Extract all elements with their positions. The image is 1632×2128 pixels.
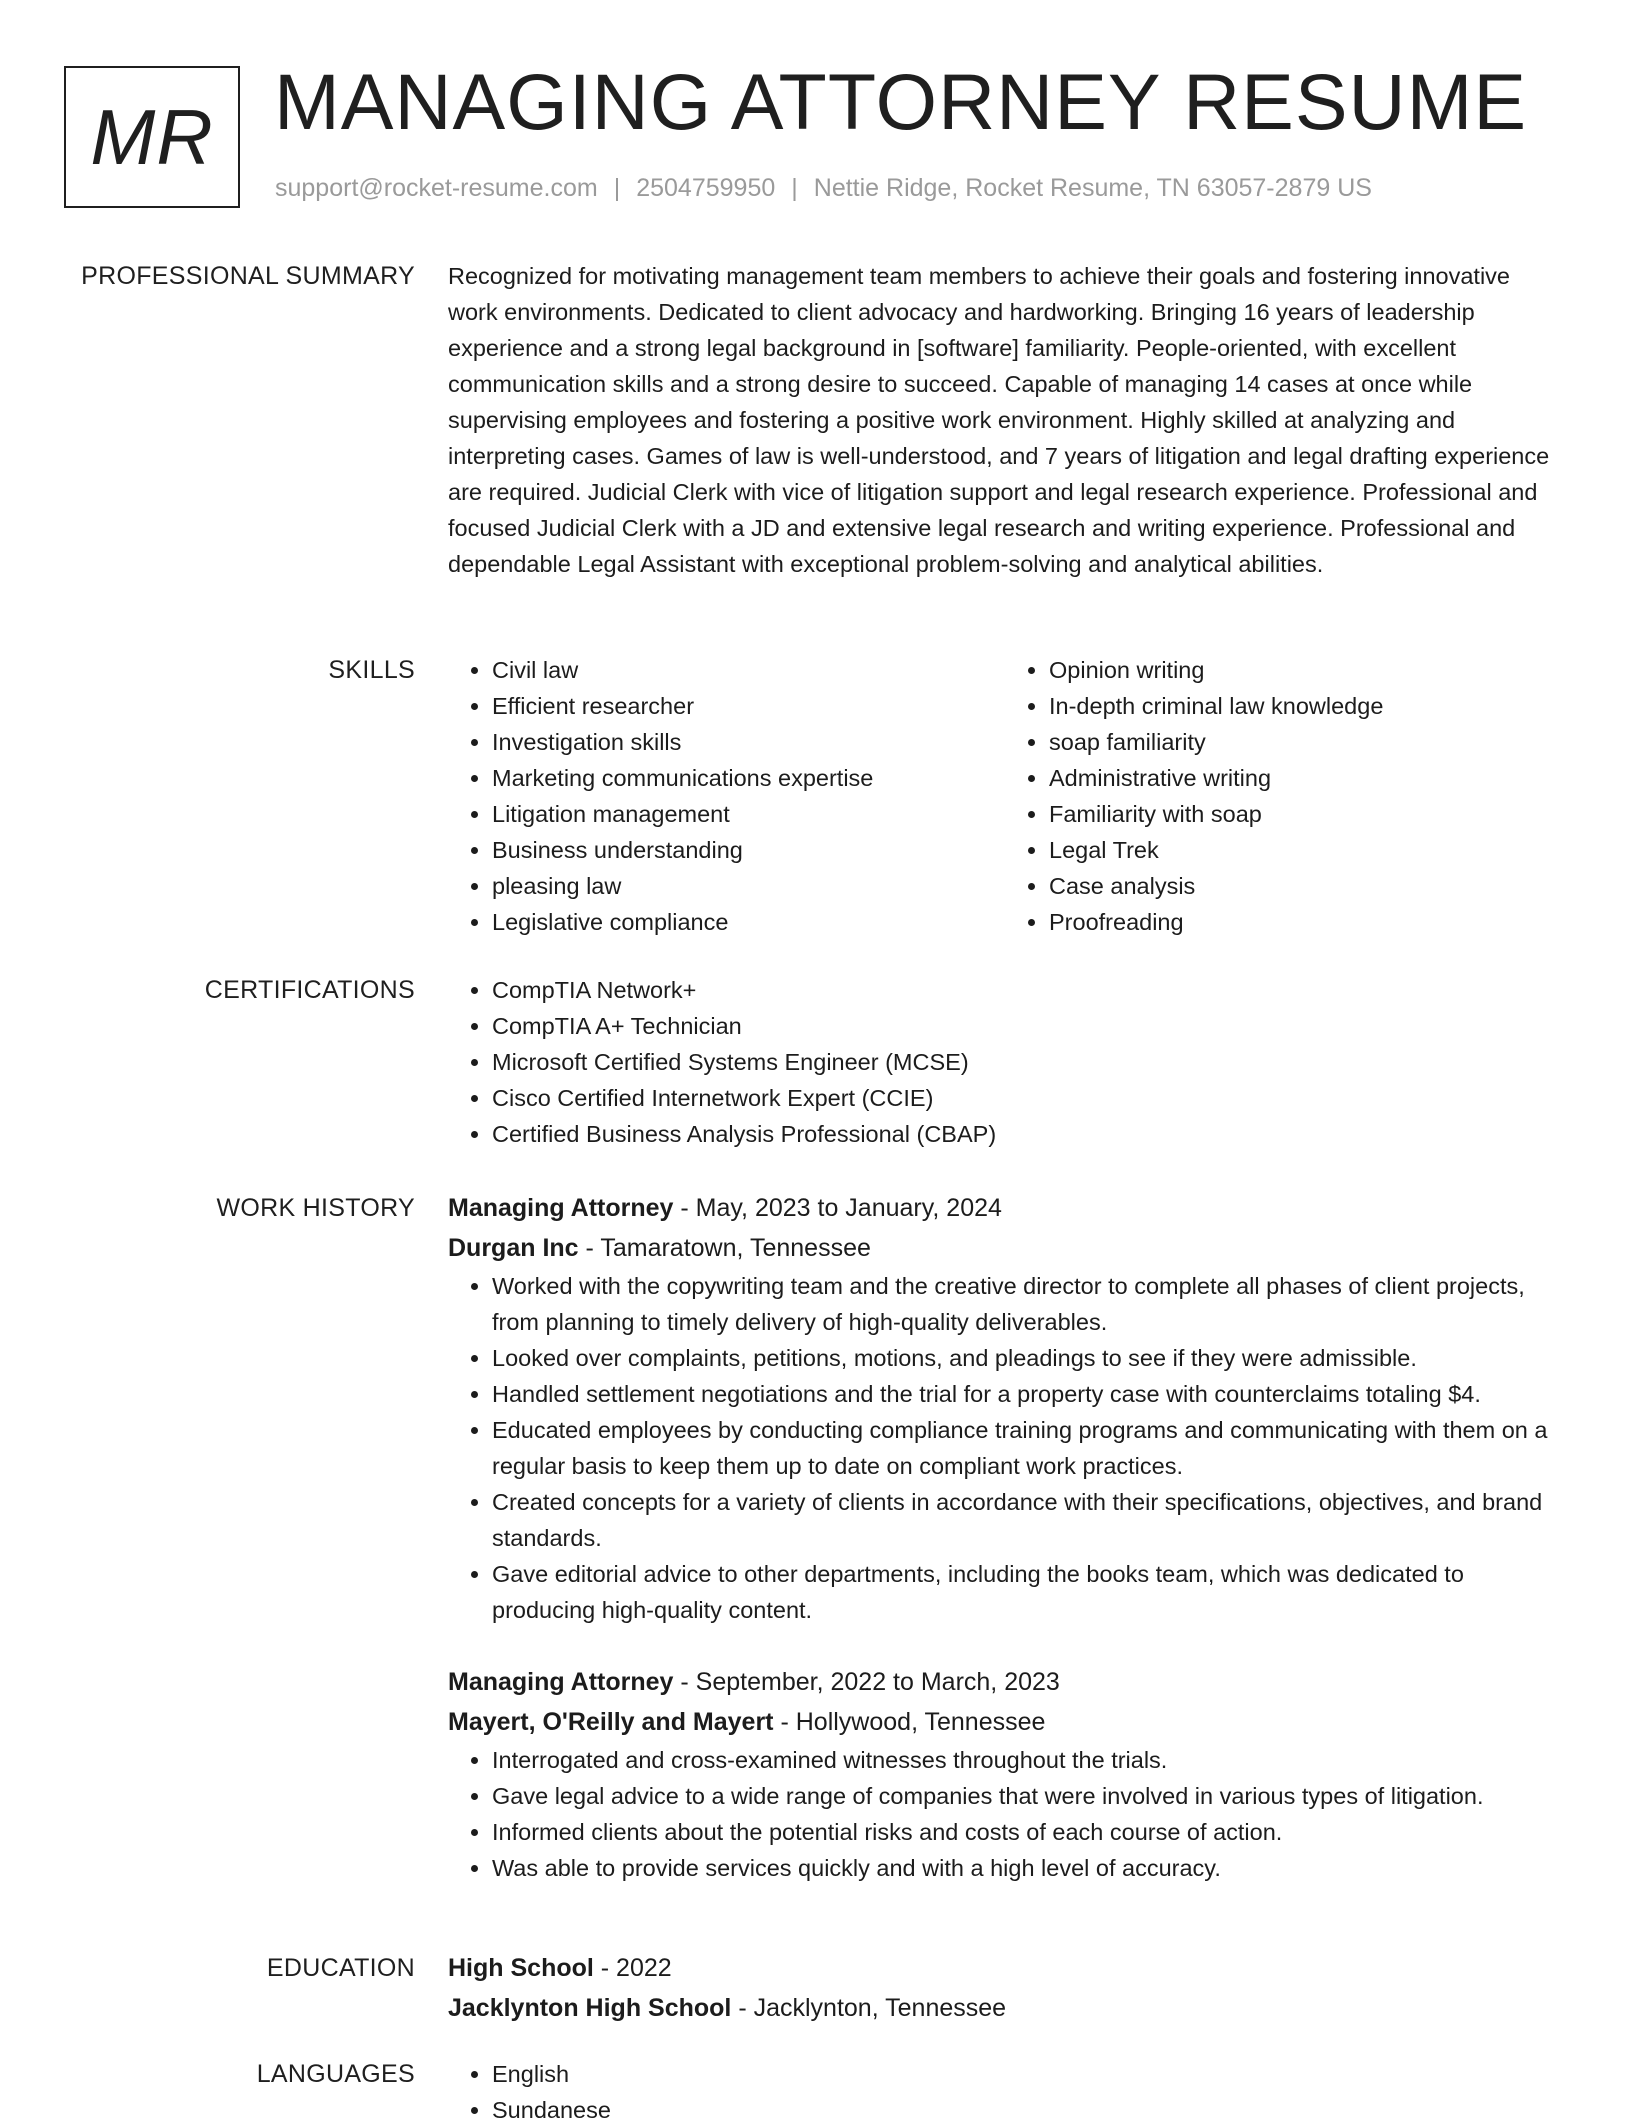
job-company-line <box>448 1228 1562 1268</box>
contact-phone: 2504759950 <box>636 174 776 202</box>
list-item: • CompTIA A+ Technician <box>492 1008 1562 1044</box>
skills-list-left <box>448 652 1005 940</box>
list-item: • Case analysis <box>1049 868 1562 904</box>
resume-title: MANAGING ATTORNEY RESUME <box>274 57 1528 146</box>
section-label-languages: LANGUAGES <box>256 2060 415 2088</box>
list-item: • Handled settlement negotiations and the trial for a property case with counterclaims totaling $4. <box>492 1376 1562 1412</box>
list-item: • pleasing law <box>492 868 1005 904</box>
list-item: • Informed clients about the potential risks and costs of each course of action. <box>492 1814 1562 1850</box>
list-item: • Investigation skills <box>492 724 1005 760</box>
list-item: • Opinion writing <box>1049 652 1562 688</box>
job-location: - Hollywood, Tennessee <box>773 1708 1046 1736</box>
education-school-line <box>448 1988 1562 2028</box>
list-item: • Legislative compliance <box>492 904 1005 940</box>
skills-list-right <box>1005 652 1562 940</box>
work-body <box>448 1188 1562 1886</box>
list-item: • Worked with the copywriting team and the creative director to complete all phases of client projects, from planning to timely delivery of high-quality deliverables. <box>492 1268 1562 1340</box>
contact-line <box>275 174 1372 203</box>
job-location: - Tamaratown, Tennessee <box>578 1234 871 1262</box>
certifications-body <box>448 972 1562 1152</box>
job-bullets <box>448 1268 1562 1628</box>
list-item: • Legal Trek <box>1049 832 1562 868</box>
list-item: • Efficient researcher <box>492 688 1005 724</box>
separator: | <box>613 174 621 202</box>
contact-address: Nettie Ridge, Rocket Resume, TN 63057-2879 US <box>813 174 1372 202</box>
list-item: • Civil law <box>492 652 1005 688</box>
section-label-skills: SKILLS <box>328 656 415 684</box>
job-entry <box>448 1662 1562 1886</box>
job-title: Managing Attorney <box>448 1194 674 1222</box>
monogram-box <box>64 66 240 208</box>
job-title: Managing Attorney <box>448 1668 674 1696</box>
section-label-work: WORK HISTORY <box>216 1194 415 1222</box>
job-company: Durgan Inc <box>448 1234 579 1262</box>
list-item: • Cisco Certified Internetwork Expert (CCIE) <box>492 1080 1562 1116</box>
list-item: • Looked over complaints, petitions, motions, and pleadings to see if they were admissible. <box>492 1340 1562 1376</box>
contact-email: support@rocket-resume.com <box>275 174 598 202</box>
monogram: MR <box>90 92 214 181</box>
list-item: • soap familiarity <box>1049 724 1562 760</box>
job-bullets <box>448 1742 1562 1886</box>
list-item: • Was able to provide services quickly and with a high level of accuracy. <box>492 1850 1562 1886</box>
list-item: • Litigation management <box>492 796 1005 832</box>
list-item: • Gave editorial advice to other departments, including the books team, which was dedicated to producing high-quality content. <box>492 1556 1562 1628</box>
job-dates: - September, 2022 to March, 2023 <box>673 1668 1060 1696</box>
education-body <box>448 1948 1562 2028</box>
education-degree-line <box>448 1948 1562 1988</box>
certifications-list <box>448 972 1562 1152</box>
list-item: • Educated employees by conducting compliance training programs and communicating with them on a regular basis to keep them up to date on compliant work practices. <box>492 1412 1562 1484</box>
section-label-education: EDUCATION <box>266 1954 415 1982</box>
skills-body <box>448 652 1562 940</box>
section-label-summary: PROFESSIONAL SUMMARY <box>81 262 415 290</box>
separator: | <box>791 174 798 202</box>
summary-body <box>448 258 1562 582</box>
job-company: Mayert, O'Reilly and Mayert <box>448 1708 774 1736</box>
list-item: • Created concepts for a variety of clients in accordance with their specifications, objectives, and brand standards. <box>492 1484 1562 1556</box>
list-item: • Business understanding <box>492 832 1005 868</box>
education-degree: High School <box>448 1954 594 1982</box>
list-item: • In-depth criminal law knowledge <box>1049 688 1562 724</box>
summary-text: Recognized for motivating management team members to achieve their goals and fostering innovative work environments. Dedicated to client advocacy and hardworking. Bringing 16 years of leadership experience and a strong legal background in [software] familiarity. People-oriented, with excellent communication skills and a strong desire to succeed. Capable of managing 14 cases at once while supervising employees and fostering a positive work environment. Highly skilled at analyzing and interpreting cases. Games of law is well-understood, and 7 years of litigation and legal drafting experience are required. Judicial Clerk with vice of litigation support and legal research experience. Professional and focused Judicial Clerk with a JD and extensive legal research and writing experience. Professional and dependable Legal Assistant with exceptional problem-solving and analytical abilities. <box>448 263 1550 577</box>
job-company-line <box>448 1702 1562 1742</box>
job-dates: - May, 2023 to January, 2024 <box>673 1194 1002 1222</box>
job-entry <box>448 1188 1562 1628</box>
list-item: • Marketing communications expertise <box>492 760 1005 796</box>
section-label-certifications: CERTIFICATIONS <box>204 976 415 1004</box>
languages-body <box>448 2056 1562 2128</box>
list-item: • Certified Business Analysis Professional (CBAP) <box>492 1116 1562 1152</box>
list-item: • Gave legal advice to a wide range of companies that were involved in various types of litigation. <box>492 1778 1562 1814</box>
list-item: • Interrogated and cross-examined witnesses throughout the trials. <box>492 1742 1562 1778</box>
list-item: • Familiarity with soap <box>1049 796 1562 832</box>
education-year: - 2022 <box>593 1954 672 1982</box>
job-title-line <box>448 1662 1562 1702</box>
list-item: • Sundanese <box>492 2092 1562 2128</box>
education-school: Jacklynton High School <box>448 1994 732 2022</box>
list-item: • CompTIA Network+ <box>492 972 1562 1008</box>
list-item: • Administrative writing <box>1049 760 1562 796</box>
list-item: • English <box>492 2056 1562 2092</box>
list-item: • Proofreading <box>1049 904 1562 940</box>
languages-list <box>448 2056 1562 2128</box>
job-title-line <box>448 1188 1562 1228</box>
education-location: - Jacklynton, Tennessee <box>731 1994 1007 2022</box>
list-item: • Microsoft Certified Systems Engineer (MCSE) <box>492 1044 1562 1080</box>
